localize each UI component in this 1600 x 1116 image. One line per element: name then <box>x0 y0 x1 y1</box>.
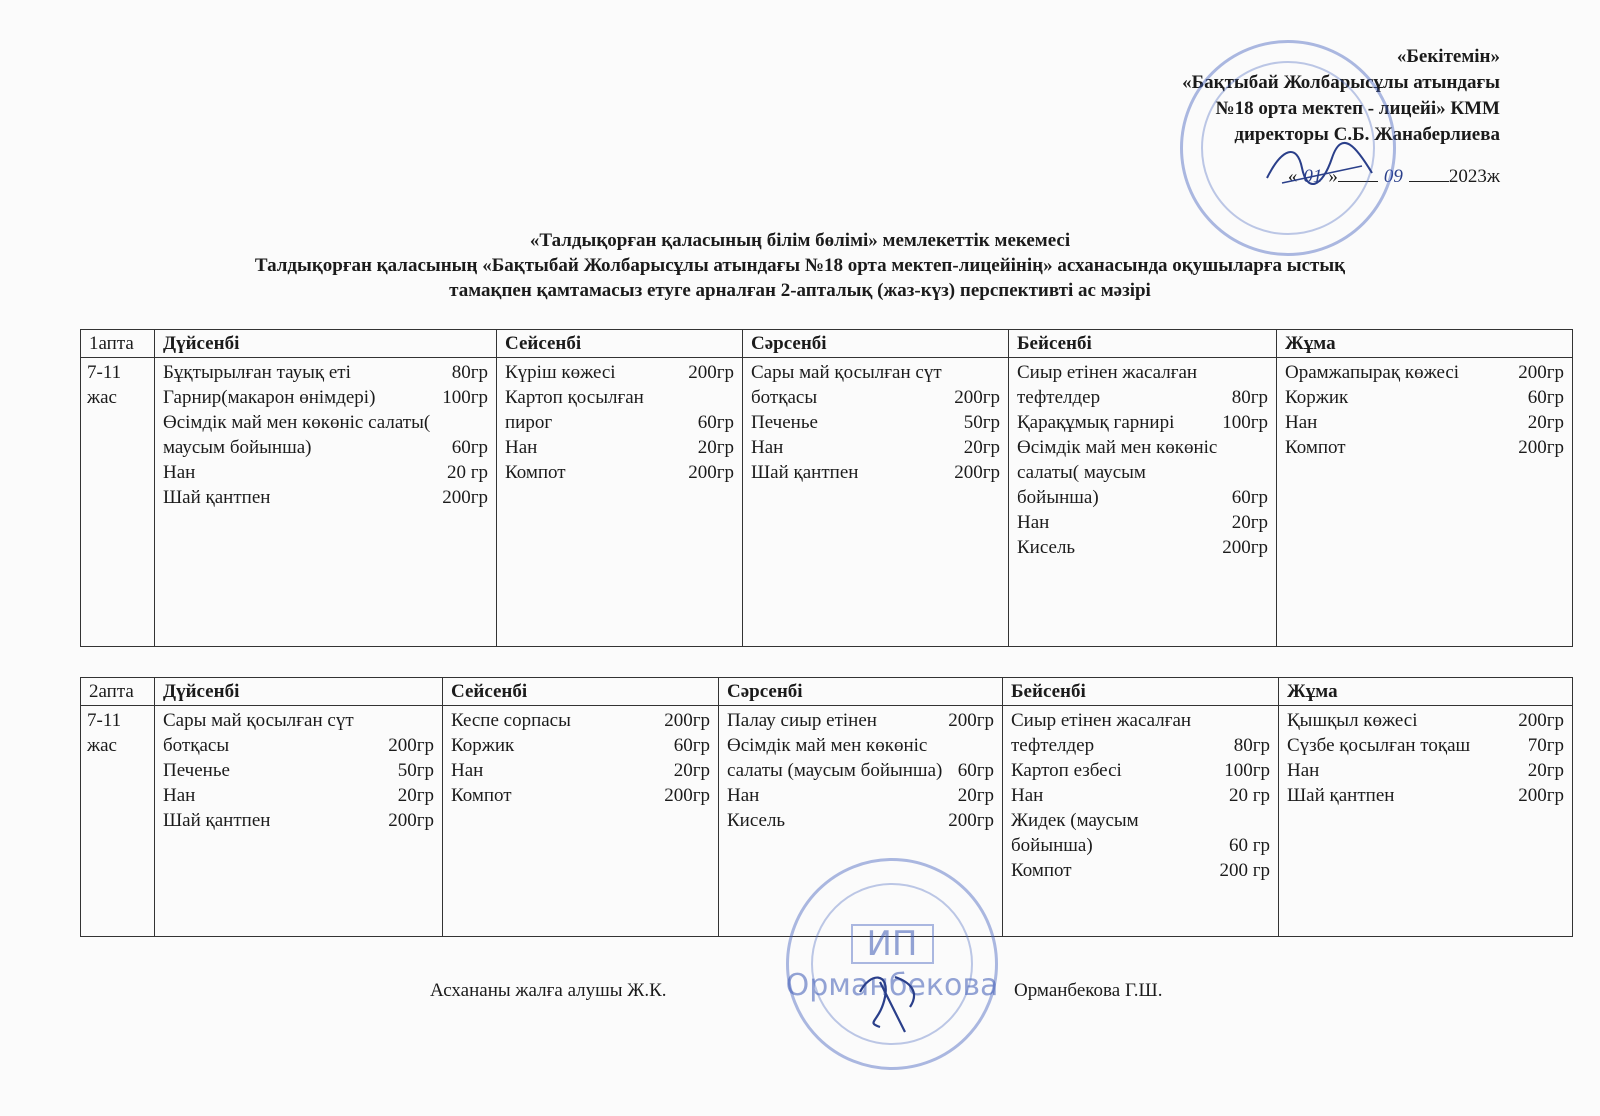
footer-tenant-label: Асхананы жалға алушы Ж.К. <box>430 980 667 1001</box>
day-menu-cell <box>1279 706 1573 937</box>
menu-item-quantity: 80гр <box>451 362 488 383</box>
menu-item-quantity: 200гр <box>948 710 994 731</box>
stamp-name-text: Орманбекова <box>785 968 999 1003</box>
menu-item-name: Сиыр етінен жасалған тефтелдер <box>1017 362 1198 408</box>
heading-line-1: «Талдықорған қаласының білім бөлімі» мемлекеттік мекемесі <box>529 230 1071 251</box>
menu-item-name: Печенье <box>751 412 818 433</box>
menu-item-name: Нан <box>751 437 784 458</box>
week-label: 2апта <box>81 678 155 706</box>
menu-item-quantity: 20гр <box>1527 412 1564 433</box>
menu-item-quantity: 60гр <box>697 412 734 433</box>
menu-item <box>1017 360 1268 410</box>
menu-item <box>727 733 994 783</box>
menu-item-quantity: 200гр <box>954 387 1000 408</box>
day-header: Бейсенбі <box>1009 330 1277 358</box>
day-header: Бейсенбі <box>1003 678 1279 706</box>
menu-item-name: Кисель <box>1017 537 1076 558</box>
menu-item-name: Қарақұмық гарнирі <box>1017 412 1175 433</box>
menu-item-name: Картоп қосылған пирог <box>505 387 644 433</box>
menu-item-quantity: 80гр <box>1233 735 1270 756</box>
stamp-top-text: ИП <box>851 924 934 964</box>
menu-item-quantity: 200гр <box>954 462 1000 483</box>
menu-item <box>751 435 1000 460</box>
menu-item <box>163 410 488 460</box>
menu-item <box>727 808 994 833</box>
menu-item <box>1017 410 1268 435</box>
day-header: Жұма <box>1277 330 1573 358</box>
menu-item <box>163 485 488 510</box>
menu-item-name: Коржик <box>1285 387 1349 408</box>
menu-item <box>1017 535 1268 560</box>
menu-item <box>163 385 488 410</box>
menu-item-name: Өсімдік май мен көкөніс салаты (маусым бойынша) <box>727 735 943 781</box>
menu-item <box>727 708 994 733</box>
menu-item-name: Компот <box>1011 860 1072 881</box>
menu-item <box>1287 758 1564 783</box>
menu-item-name: Орамжапырақ көжесі <box>1285 362 1460 383</box>
menu-item-quantity: 20 гр <box>446 462 488 483</box>
menu-item-name: Нан <box>451 760 484 781</box>
menu-item-name: Өсімдік май мен көкөніс салаты( маусым бойынша) <box>1017 437 1218 508</box>
menu-item-quantity: 200гр <box>1518 710 1564 731</box>
menu-item-quantity: 20гр <box>697 437 734 458</box>
menu-item <box>451 758 710 783</box>
menu-item-name: Нан <box>163 462 196 483</box>
menu-item-quantity: 60 гр <box>1228 835 1270 856</box>
menu-item-name: Өсімдік май мен көкөніс салаты( маусым бойынша) <box>163 412 431 458</box>
menu-item-quantity: 100гр <box>442 387 488 408</box>
day-header: Сәрсенбі <box>719 678 1003 706</box>
menu-item-name: Палау сиыр етінен <box>727 710 877 731</box>
week1-body-row <box>81 358 1573 647</box>
day-menu-cell <box>155 358 497 647</box>
menu-item-quantity: 100гр <box>1224 760 1270 781</box>
menu-item-name: Шай қантпен <box>1287 785 1395 806</box>
menu-item-name: Жидек (маусым бойынша) <box>1011 810 1139 856</box>
menu-item-name: Шай қантпен <box>163 810 271 831</box>
menu-item-name: Күріш көжесі <box>505 362 616 383</box>
menu-item-quantity: 200гр <box>688 362 734 383</box>
menu-item <box>451 783 710 808</box>
menu-item-name: Кисель <box>727 810 786 831</box>
menu-item-name: Нан <box>1285 412 1318 433</box>
menu-item-quantity: 200гр <box>388 735 434 756</box>
week2-header-row <box>81 678 1573 706</box>
menu-item <box>163 708 434 758</box>
menu-item-quantity: 50гр <box>397 760 434 781</box>
menu-item-name: Шай қантпен <box>751 462 859 483</box>
day-header: Жұма <box>1279 678 1573 706</box>
tenant-signature <box>850 962 930 1042</box>
menu-item-quantity: 20гр <box>397 785 434 806</box>
menu-item-name: Печенье <box>163 760 230 781</box>
menu-item-quantity: 20гр <box>963 437 1000 458</box>
heading-line-2: Талдықорған қаласының «Бақтыбай Жолбарысұлы атындағы №18 орта мектеп-лицейінің» асханасында оқушыларға ыстық <box>254 255 1346 276</box>
menu-item-quantity: 200гр <box>1518 785 1564 806</box>
menu-item <box>1011 808 1270 858</box>
menu-item <box>505 435 734 460</box>
menu-item <box>1011 708 1270 758</box>
menu-item-name: Шай қантпен <box>163 487 271 508</box>
menu-item <box>451 708 710 733</box>
footer-tenant-name: Орманбекова Г.Ш. <box>1014 980 1163 1001</box>
menu-item-name: Компот <box>451 785 512 806</box>
age-unit: жас <box>87 735 117 756</box>
menu-item <box>751 460 1000 485</box>
menu-item-name: Коржик <box>451 735 515 756</box>
menu-item <box>1285 360 1564 385</box>
approval-line: «Бақтыбай Жолбарысұлы атындағы <box>1182 72 1500 93</box>
approval-date: « 01 » 09 2023ж <box>1287 166 1500 187</box>
menu-item <box>1017 435 1268 510</box>
age-cell <box>81 706 155 937</box>
date-month: 09 <box>1383 166 1403 187</box>
menu-item-quantity: 200гр <box>442 487 488 508</box>
menu-item <box>1285 435 1564 460</box>
menu-item-quantity: 20гр <box>1231 512 1268 533</box>
menu-item-name: Нан <box>163 785 196 806</box>
menu-item <box>1011 783 1270 808</box>
menu-item <box>751 410 1000 435</box>
menu-item <box>163 360 488 385</box>
menu-item-quantity: 200гр <box>1518 437 1564 458</box>
date-day: 01 <box>1303 166 1323 187</box>
day-menu-cell <box>443 706 719 937</box>
menu-item-quantity: 200гр <box>688 462 734 483</box>
menu-item-quantity: 60гр <box>957 760 994 781</box>
menu-item-name: Сары май қосылған сүт ботқасы <box>163 710 354 756</box>
day-header: Сейсенбі <box>443 678 719 706</box>
menu-item <box>1285 410 1564 435</box>
menu-item-name: Сиыр етінен жасалған тефтелдер <box>1011 710 1192 756</box>
menu-item-name: Компот <box>505 462 566 483</box>
menu-item-quantity: 20гр <box>1527 760 1564 781</box>
day-menu-cell <box>743 358 1009 647</box>
week2-body-row <box>81 706 1573 937</box>
menu-item-name: Нан <box>505 437 538 458</box>
menu-item-quantity: 200гр <box>1518 362 1564 383</box>
heading-line-3: тамақпен қамтамасыз етуге арналған 2-апталық (жаз-күз) перспективті ас мәзірі <box>449 280 1151 301</box>
week1-header-row <box>81 330 1573 358</box>
menu-item <box>163 808 434 833</box>
day-menu-cell <box>155 706 443 937</box>
menu-item-quantity: 60гр <box>673 735 710 756</box>
menu-item-quantity: 100гр <box>1222 412 1268 433</box>
age-range: 7-11 <box>87 362 122 383</box>
menu-item-name: Сары май қосылған сүт ботқасы <box>751 362 942 408</box>
menu-item <box>1011 858 1270 883</box>
menu-item <box>1285 385 1564 410</box>
day-menu-cell <box>1009 358 1277 647</box>
day-menu-cell <box>1277 358 1573 647</box>
menu-item-name: Нан <box>1017 512 1050 533</box>
menu-item-quantity: 20гр <box>957 785 994 806</box>
menu-item-quantity: 60гр <box>1527 387 1564 408</box>
menu-item-quantity: 200гр <box>664 710 710 731</box>
menu-item <box>163 460 488 485</box>
menu-item <box>727 783 994 808</box>
age-cell <box>81 358 155 647</box>
day-menu-cell <box>497 358 743 647</box>
approval-line: «Бекітемін» <box>1396 46 1500 67</box>
menu-item <box>451 733 710 758</box>
menu-item <box>751 360 1000 410</box>
approval-line: директоры С.Б. Жанаберлиева <box>1234 124 1500 145</box>
menu-item <box>505 360 734 385</box>
menu-item-quantity: 200гр <box>664 785 710 806</box>
menu-item-quantity: 200 гр <box>1219 860 1270 881</box>
week2-menu-table <box>80 677 1573 937</box>
menu-item <box>1287 708 1564 733</box>
menu-item-name: Нан <box>1011 785 1044 806</box>
menu-item-quantity: 80гр <box>1231 387 1268 408</box>
date-year: 2023ж <box>1448 166 1500 187</box>
menu-item-name: Бұқтырылған тауық еті <box>163 362 351 383</box>
menu-item-name: Нан <box>1287 760 1320 781</box>
menu-item-name: Қышқыл көжесі <box>1287 710 1418 731</box>
day-header: Сәрсенбі <box>743 330 1009 358</box>
day-header: Сейсенбі <box>497 330 743 358</box>
menu-item <box>505 385 734 435</box>
menu-item <box>163 758 434 783</box>
menu-item-quantity: 50гр <box>963 412 1000 433</box>
menu-item <box>1017 510 1268 535</box>
menu-item-name: Картоп езбесі <box>1011 760 1122 781</box>
menu-item-name: Гарнир(макарон өнімдері) <box>163 387 376 408</box>
approval-block <box>1080 44 1500 190</box>
menu-item-quantity: 70гр <box>1527 735 1564 756</box>
day-header: Дүйсенбі <box>155 330 497 358</box>
menu-item <box>163 783 434 808</box>
menu-item-name: Кеспе сорпасы <box>451 710 571 731</box>
menu-item-quantity: 200гр <box>388 810 434 831</box>
age-unit: жас <box>87 387 117 408</box>
age-range: 7-11 <box>87 710 122 731</box>
menu-item <box>1011 758 1270 783</box>
menu-item-quantity: 60гр <box>451 437 488 458</box>
menu-item-quantity: 20 гр <box>1228 785 1270 806</box>
document-heading <box>0 228 1600 303</box>
week1-menu-table <box>80 329 1573 647</box>
menu-item-quantity: 20гр <box>673 760 710 781</box>
day-menu-cell <box>1003 706 1279 937</box>
menu-item-quantity: 200гр <box>948 810 994 831</box>
menu-item-quantity: 60гр <box>1231 487 1268 508</box>
day-header: Дүйсенбі <box>155 678 443 706</box>
menu-item-name: Компот <box>1285 437 1346 458</box>
approval-line: №18 орта мектеп - лицейі» КММ <box>1215 98 1500 119</box>
menu-item-quantity: 200гр <box>1222 537 1268 558</box>
menu-item-name: Нан <box>727 785 760 806</box>
menu-item-name: Сүзбе қосылған тоқаш <box>1287 735 1471 756</box>
week-label: 1апта <box>81 330 155 358</box>
menu-item <box>1287 733 1564 758</box>
menu-item <box>505 460 734 485</box>
menu-item <box>1287 783 1564 808</box>
day-menu-cell <box>719 706 1003 937</box>
